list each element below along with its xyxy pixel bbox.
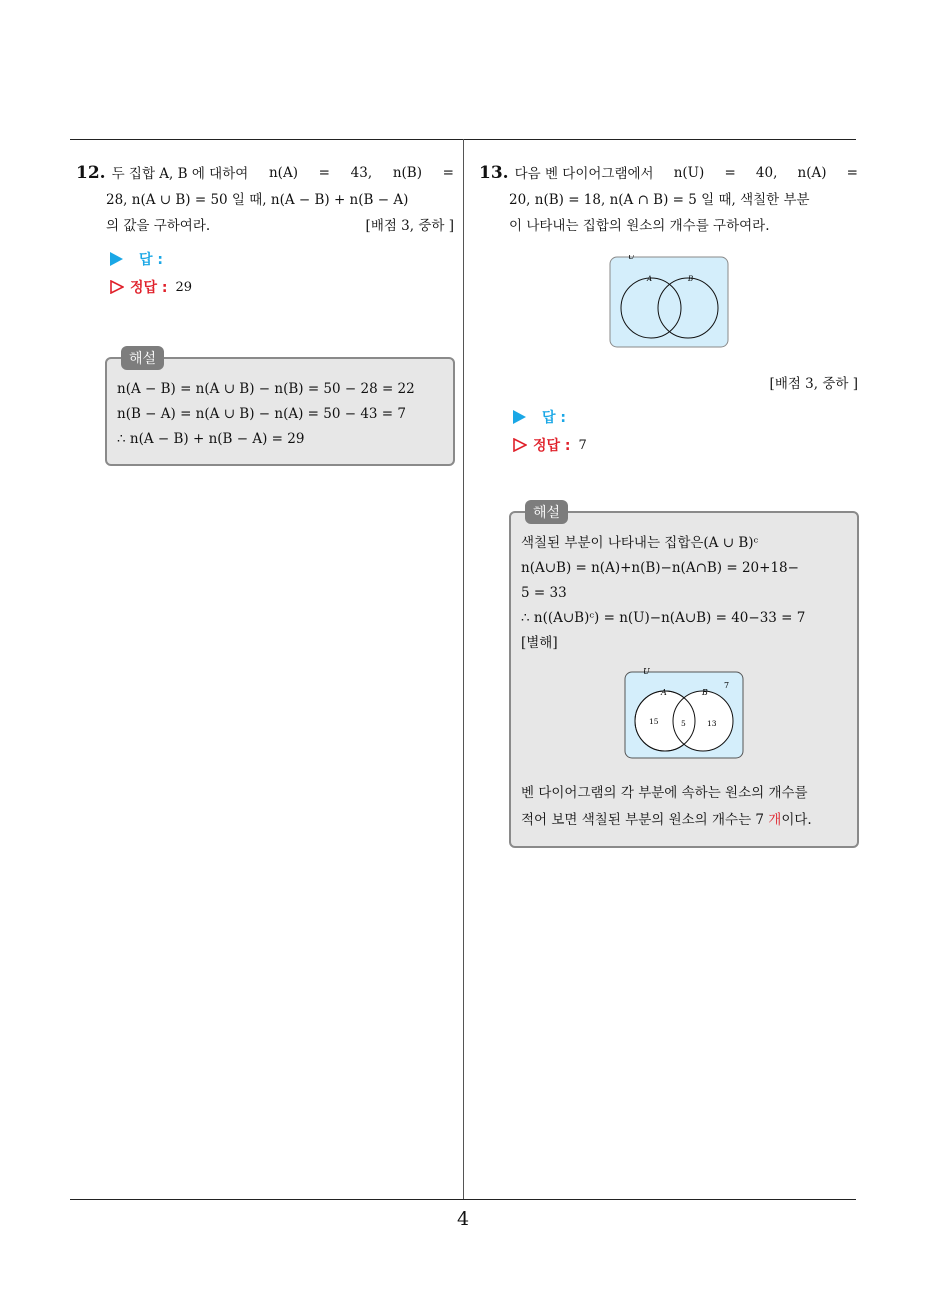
q12-number: 12. (76, 163, 106, 183)
q13-line-3: 이 나타내는 집합의 원소의 개수를 구하여라. (509, 218, 770, 234)
solution-line: n(A − B) = n(A ∪ B) − n(B) = 50 − 28 = 22 (117, 381, 415, 397)
page-number: 4 (456, 1208, 470, 1230)
alt-venn-diagram (521, 668, 847, 760)
solution-line: ∴ n((A∪B)ᶜ) = n(U)−n(A∪B) = 40−33 = 7 (521, 610, 806, 626)
q13-answer-area (513, 403, 858, 459)
q12-correct-answer-row: 정답 : 29 (110, 273, 454, 301)
play-outline-icon (110, 280, 124, 294)
q12-solution-box (105, 351, 455, 466)
solution-tab: 해설 (525, 500, 568, 524)
solution-line: ∴ n(A − B) + n(B − A) = 29 (117, 431, 305, 447)
play-outline-icon (513, 438, 527, 452)
solution-tab: 해설 (121, 346, 164, 370)
q12-line-2: 28, n(A ∪ B) = 50 일 때, n(A − B) + n(B − A) (106, 192, 409, 208)
q12-line-1: 12. 두 집합 A, B 에 대하여 n(A) = 43, n(B) = (76, 163, 454, 183)
label-a: A (646, 275, 652, 283)
bottom-rule (70, 1199, 856, 1200)
label-u: U (627, 255, 635, 261)
label-b: B (702, 688, 708, 697)
q13-answer-row: 답 : (513, 403, 858, 431)
question-12 (76, 160, 454, 466)
label-b: B (687, 275, 693, 283)
venn-diagram (608, 255, 730, 349)
q13-correct-value: 7 (578, 437, 587, 453)
venn-diagram-with-counts (623, 668, 745, 760)
q12-correct-value: 29 (175, 279, 193, 295)
label-u: U (643, 668, 650, 676)
solution-line: n(B − A) = n(A ∪ B) − n(A) = 50 − 43 = 7 (117, 406, 406, 422)
label-a: A (661, 688, 667, 697)
column-divider (463, 139, 464, 1200)
q13-correct-answer-row: 정답 : 7 (513, 431, 858, 459)
universal-set-box (610, 257, 728, 347)
q13-score: [배점 3, 중하 ] (769, 376, 858, 392)
count-outside: 7 (724, 681, 730, 690)
highlight-unit: 개 (768, 812, 782, 828)
q12-answer-row: 답 : (110, 245, 454, 273)
count-only-a: 15 (649, 717, 659, 726)
q13-venn-diagram (479, 255, 858, 349)
solution-line: [별해] (521, 635, 558, 651)
q12-line-3: 의 값을 구하여라. [배점 3, 중하 ] (76, 213, 454, 239)
solution-line: 색칠된 부분이 나타내는 집합은(A ∪ B)ᶜ (521, 535, 759, 551)
count-intersection: 5 (681, 719, 686, 728)
q13-line-2: 20, n(B) = 18, n(A ∩ B) = 5 일 때, 색칠한 부분 (509, 192, 810, 208)
q13-number: 13. (479, 163, 509, 183)
q13-solution-box (509, 505, 859, 848)
closing-line-1: 벤 다이어그램의 각 부분에 속하는 원소의 개수를 (521, 785, 808, 801)
q12-score: [배점 3, 중하 ] (365, 218, 454, 234)
question-13 (479, 160, 858, 848)
play-filled-icon (513, 410, 526, 424)
solution-line: n(A∪B) = n(A)+n(B)−n(A∩B) = 20+18− (521, 560, 799, 576)
solution-line: 5 = 33 (521, 585, 567, 601)
count-only-b: 13 (707, 719, 717, 728)
closing-line-2: 적어 보면 색칠된 부분의 원소의 개수는 7 개이다. (521, 812, 812, 828)
play-filled-icon (110, 252, 123, 266)
q12-answer-area (110, 245, 454, 301)
q13-line-1: 13. 다음 벤 다이어그램에서 n(U) = 40, n(A) = (479, 163, 858, 183)
